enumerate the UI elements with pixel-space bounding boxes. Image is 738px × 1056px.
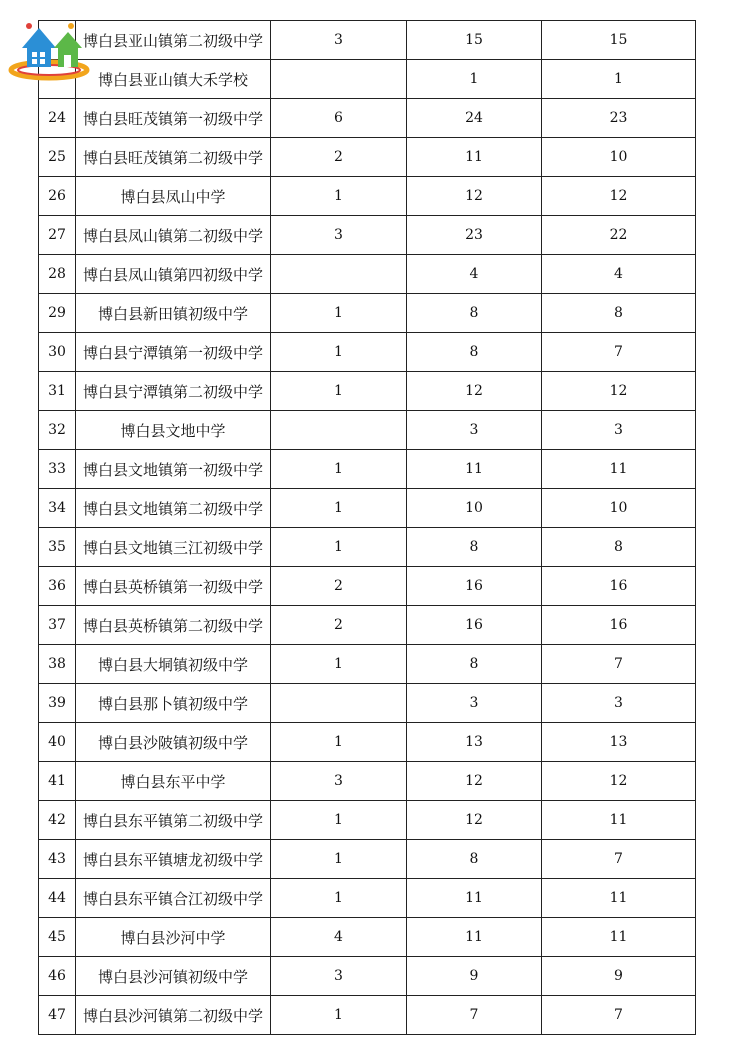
value-cell-3: 12 <box>542 762 696 801</box>
value-cell-3: 7 <box>542 333 696 372</box>
value-cell-2: 3 <box>407 411 542 450</box>
school-name-cell: 博白县凤山镇第二初级中学 <box>76 216 271 255</box>
school-name-cell: 博白县宁潭镇第二初级中学 <box>76 372 271 411</box>
table-row <box>39 879 696 918</box>
value-cell-1: 3 <box>271 216 407 255</box>
value-cell-2: 16 <box>407 567 542 606</box>
row-number-cell: 38 <box>39 645 76 684</box>
table-row <box>39 60 696 99</box>
value-cell-1 <box>271 255 407 294</box>
row-number-cell: 46 <box>39 957 76 996</box>
value-cell-3: 9 <box>542 957 696 996</box>
table-row <box>39 216 696 255</box>
school-name-cell: 博白县英桥镇第二初级中学 <box>76 606 271 645</box>
value-cell-2: 11 <box>407 879 542 918</box>
value-cell-3: 11 <box>542 801 696 840</box>
value-cell-1: 1 <box>271 528 407 567</box>
table-row <box>39 957 696 996</box>
table-row <box>39 450 696 489</box>
row-number-cell: 32 <box>39 411 76 450</box>
value-cell-3: 12 <box>542 372 696 411</box>
table-row <box>39 801 696 840</box>
value-cell-3: 11 <box>542 879 696 918</box>
school-name-cell: 博白县东平镇塘龙初级中学 <box>76 840 271 879</box>
value-cell-1: 2 <box>271 606 407 645</box>
value-cell-2: 3 <box>407 684 542 723</box>
row-number-cell: 35 <box>39 528 76 567</box>
value-cell-2: 7 <box>407 996 542 1035</box>
school-name-cell: 博白县亚山镇大禾学校 <box>76 60 271 99</box>
row-number-cell: 24 <box>39 99 76 138</box>
value-cell-1: 1 <box>271 879 407 918</box>
row-number-cell: 25 <box>39 138 76 177</box>
value-cell-2: 12 <box>407 762 542 801</box>
value-cell-1: 2 <box>271 567 407 606</box>
value-cell-3: 12 <box>542 177 696 216</box>
value-cell-2: 15 <box>407 21 542 60</box>
value-cell-3: 3 <box>542 684 696 723</box>
value-cell-1 <box>271 411 407 450</box>
value-cell-1: 6 <box>271 99 407 138</box>
value-cell-2: 11 <box>407 450 542 489</box>
school-name-cell: 博白县沙河镇第二初级中学 <box>76 996 271 1035</box>
school-name-cell: 博白县东平镇合江初级中学 <box>76 879 271 918</box>
value-cell-1: 1 <box>271 372 407 411</box>
school-table <box>38 20 696 1035</box>
table-row <box>39 411 696 450</box>
table-row <box>39 645 696 684</box>
value-cell-2: 1 <box>407 60 542 99</box>
table-row <box>39 567 696 606</box>
table-row <box>39 99 696 138</box>
row-number-cell: 34 <box>39 489 76 528</box>
school-name-cell: 博白县凤山中学 <box>76 177 271 216</box>
value-cell-1: 3 <box>271 762 407 801</box>
value-cell-3: 11 <box>542 918 696 957</box>
value-cell-3: 4 <box>542 255 696 294</box>
value-cell-2: 12 <box>407 372 542 411</box>
school-name-cell: 博白县旺茂镇第一初级中学 <box>76 99 271 138</box>
value-cell-1 <box>271 684 407 723</box>
table-row <box>39 294 696 333</box>
value-cell-1: 1 <box>271 840 407 879</box>
value-cell-3: 13 <box>542 723 696 762</box>
value-cell-1: 1 <box>271 645 407 684</box>
value-cell-2: 9 <box>407 957 542 996</box>
value-cell-1: 1 <box>271 333 407 372</box>
table-row <box>39 138 696 177</box>
table-row <box>39 684 696 723</box>
value-cell-2: 8 <box>407 333 542 372</box>
row-number-cell: 29 <box>39 294 76 333</box>
school-name-cell: 博白县东平中学 <box>76 762 271 801</box>
value-cell-2: 8 <box>407 645 542 684</box>
school-name-cell: 博白县亚山镇第二初级中学 <box>76 21 271 60</box>
value-cell-3: 11 <box>542 450 696 489</box>
value-cell-2: 8 <box>407 840 542 879</box>
value-cell-2: 12 <box>407 177 542 216</box>
value-cell-1: 3 <box>271 957 407 996</box>
value-cell-2: 11 <box>407 918 542 957</box>
value-cell-3: 16 <box>542 606 696 645</box>
row-number-cell: 27 <box>39 216 76 255</box>
value-cell-1: 1 <box>271 801 407 840</box>
value-cell-2: 8 <box>407 528 542 567</box>
value-cell-3: 8 <box>542 528 696 567</box>
table-row <box>39 21 696 60</box>
value-cell-1: 4 <box>271 918 407 957</box>
row-number-cell: 36 <box>39 567 76 606</box>
row-number-cell: 39 <box>39 684 76 723</box>
row-number-cell: 45 <box>39 918 76 957</box>
value-cell-3: 15 <box>542 21 696 60</box>
value-cell-1: 1 <box>271 996 407 1035</box>
table-row <box>39 528 696 567</box>
value-cell-3: 7 <box>542 996 696 1035</box>
table-row <box>39 177 696 216</box>
value-cell-1: 1 <box>271 450 407 489</box>
value-cell-3: 3 <box>542 411 696 450</box>
value-cell-3: 7 <box>542 840 696 879</box>
row-number-cell: 26 <box>39 177 76 216</box>
school-name-cell: 博白县旺茂镇第二初级中学 <box>76 138 271 177</box>
row-number-cell: 47 <box>39 996 76 1035</box>
table-row <box>39 606 696 645</box>
value-cell-3: 8 <box>542 294 696 333</box>
school-name-cell: 博白县沙河中学 <box>76 918 271 957</box>
value-cell-2: 24 <box>407 99 542 138</box>
row-number-cell: 43 <box>39 840 76 879</box>
value-cell-1: 2 <box>271 138 407 177</box>
value-cell-2: 23 <box>407 216 542 255</box>
value-cell-1: 1 <box>271 489 407 528</box>
row-number-cell: 33 <box>39 450 76 489</box>
value-cell-3: 10 <box>542 489 696 528</box>
table-row <box>39 489 696 528</box>
value-cell-2: 13 <box>407 723 542 762</box>
school-name-cell: 博白县东平镇第二初级中学 <box>76 801 271 840</box>
row-number-cell: 41 <box>39 762 76 801</box>
school-name-cell: 博白县文地中学 <box>76 411 271 450</box>
row-number-cell: 31 <box>39 372 76 411</box>
value-cell-3: 1 <box>542 60 696 99</box>
value-cell-1: 1 <box>271 294 407 333</box>
value-cell-1 <box>271 60 407 99</box>
value-cell-2: 4 <box>407 255 542 294</box>
school-name-cell: 博白县英桥镇第一初级中学 <box>76 567 271 606</box>
row-number-cell: 30 <box>39 333 76 372</box>
value-cell-2: 8 <box>407 294 542 333</box>
house-logo-icon <box>8 18 90 84</box>
value-cell-1: 1 <box>271 177 407 216</box>
value-cell-3: 16 <box>542 567 696 606</box>
row-number-cell: 44 <box>39 879 76 918</box>
value-cell-1: 3 <box>271 21 407 60</box>
row-number-cell: 37 <box>39 606 76 645</box>
school-name-cell: 博白县大垌镇初级中学 <box>76 645 271 684</box>
school-name-cell: 博白县凤山镇第四初级中学 <box>76 255 271 294</box>
value-cell-2: 10 <box>407 489 542 528</box>
row-number-cell: 28 <box>39 255 76 294</box>
value-cell-2: 16 <box>407 606 542 645</box>
school-name-cell: 博白县新田镇初级中学 <box>76 294 271 333</box>
table-row <box>39 840 696 879</box>
table-row <box>39 918 696 957</box>
table-row <box>39 255 696 294</box>
table-row <box>39 723 696 762</box>
school-name-cell: 博白县文地镇第一初级中学 <box>76 450 271 489</box>
school-name-cell: 博白县沙河镇初级中学 <box>76 957 271 996</box>
value-cell-1: 1 <box>271 723 407 762</box>
value-cell-3: 10 <box>542 138 696 177</box>
table-row <box>39 762 696 801</box>
value-cell-3: 22 <box>542 216 696 255</box>
value-cell-2: 11 <box>407 138 542 177</box>
value-cell-3: 7 <box>542 645 696 684</box>
school-name-cell: 博白县文地镇三江初级中学 <box>76 528 271 567</box>
row-number-cell: 42 <box>39 801 76 840</box>
value-cell-2: 12 <box>407 801 542 840</box>
school-name-cell: 博白县宁潭镇第一初级中学 <box>76 333 271 372</box>
school-name-cell: 博白县沙陂镇初级中学 <box>76 723 271 762</box>
school-name-cell: 博白县文地镇第二初级中学 <box>76 489 271 528</box>
school-name-cell: 博白县那卜镇初级中学 <box>76 684 271 723</box>
table-row <box>39 372 696 411</box>
table-row <box>39 333 696 372</box>
table-body <box>39 21 696 1035</box>
table-row <box>39 996 696 1035</box>
row-number-cell: 40 <box>39 723 76 762</box>
value-cell-3: 23 <box>542 99 696 138</box>
